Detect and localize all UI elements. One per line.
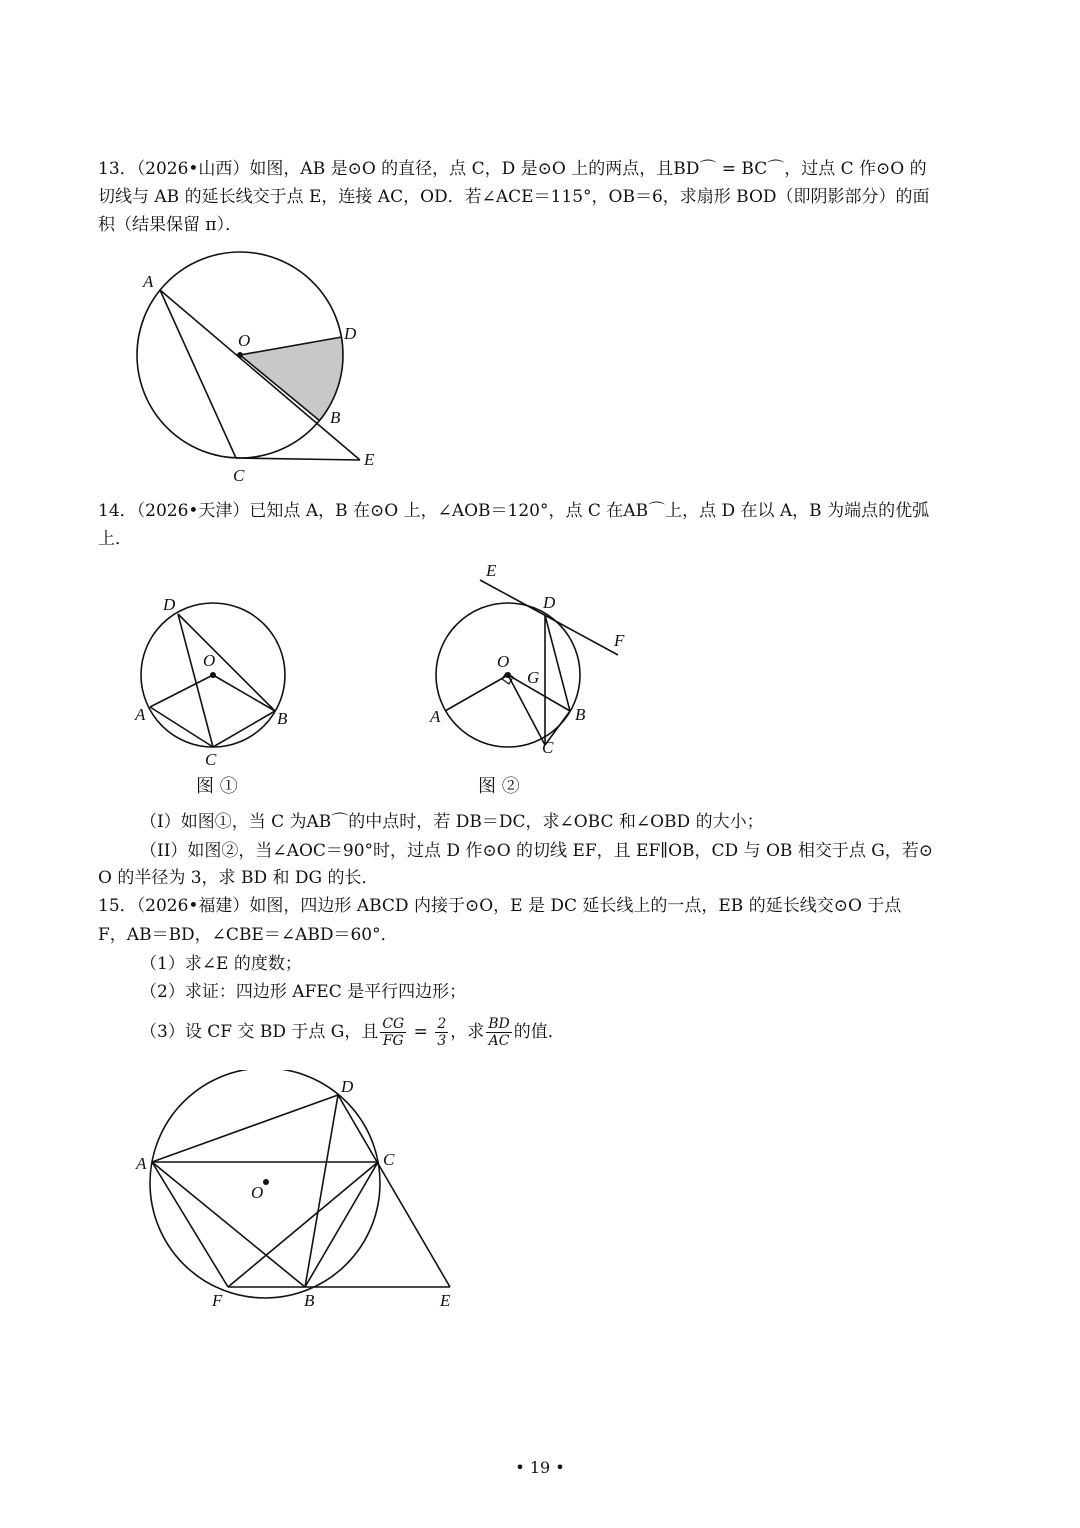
p14f1-label-o: O: [203, 651, 216, 670]
p15-label-e: E: [440, 1291, 451, 1310]
p14f2-label-b: B: [575, 705, 586, 724]
p14-caption2: 图 ②: [478, 776, 520, 797]
p15-q3-frac2-num: 2: [437, 1016, 447, 1032]
p14f1-line-bc: [213, 711, 275, 747]
p14-part1: （I）如图①，当 C 为AB⌒的中点时，若 DB＝DC，求∠OBC 和∠OBD 的大小；: [140, 812, 764, 832]
p14f2-label-c: C: [542, 738, 554, 757]
p15-line1: 15．（2026•福建）如图，四边形 ABCD 内接于⊙O，E 是 DC 延长线上的一点，EB 的延长线交⊙O 于点: [98, 896, 902, 916]
p14f1-label-b: B: [277, 709, 288, 728]
p13-label-a: A: [143, 272, 154, 291]
p15-label-o: O: [251, 1183, 264, 1202]
p13-line-ce: [236, 458, 360, 460]
p14f2-label-f: F: [614, 631, 625, 650]
p13-label-o: O: [238, 331, 251, 350]
p14f2-label-o: O: [497, 652, 510, 671]
p14f2-line-db: [545, 615, 570, 711]
p15-label-f: F: [212, 1291, 223, 1310]
p14f1-line-dc: [178, 614, 216, 747]
p14f2-center-dot: [505, 672, 511, 678]
p13-label-d: D: [344, 324, 357, 343]
p14-caption1: 图 ①: [196, 776, 238, 797]
p13-line1: 13．（2026•山西）如图，AB 是⊙O 的直径，点 C，D 是⊙O 上的两点，且BD⌒ = BC⌒，过点 C 作⊙O 的: [98, 159, 927, 179]
p14f1-line-db: [178, 614, 275, 711]
p15-label-c: C: [383, 1150, 395, 1169]
p15-q1: （1）求∠E 的度数；: [140, 954, 302, 974]
p13-figure: [120, 245, 400, 490]
p15-q3: [140, 1016, 1030, 1049]
p15-q3-text-a: （3）设 CF 交 BD 于点 G，且: [140, 1022, 379, 1042]
p15-line-cf: [228, 1162, 378, 1287]
p15-label-d: D: [341, 1077, 354, 1096]
p14f2-label-d: D: [543, 593, 556, 612]
p15-figure: [130, 1070, 470, 1315]
p14f2-line-ef: [480, 580, 618, 655]
p13-label-b: B: [330, 408, 341, 427]
p15-q3-eq: =: [408, 1022, 434, 1042]
p15-q3-frac2: [435, 1016, 448, 1049]
p13-label-e: E: [364, 450, 375, 469]
p14f1-label-a: A: [135, 705, 146, 724]
p14f1-center-dot: [210, 672, 216, 678]
p13-center-dot: [237, 352, 243, 358]
page-number: • 19 •: [515, 1458, 565, 1477]
p14-figure2: [420, 555, 640, 770]
p14-part2-line2: O 的半径为 3，求 BD 和 DG 的长．: [98, 868, 379, 888]
p15-label-b: B: [304, 1291, 315, 1310]
p14f1-label-c: C: [205, 750, 217, 769]
p15-q3-frac2-den: 3: [437, 1033, 447, 1049]
p15-q3-frac3-num: BD: [488, 1016, 510, 1032]
p15-q3-frac3-den: AC: [488, 1033, 510, 1049]
p15-line2: F，AB＝BD，∠CBE＝∠ABD＝60°．: [98, 925, 398, 945]
p15-q3-frac1: [380, 1016, 406, 1049]
p14f1-label-d: D: [163, 595, 176, 614]
p14f2-label-e: E: [486, 561, 497, 580]
p13-line2: 切线与 AB 的延长线交于点 E，连接 AC，OD．若∠ACE＝115°，OB＝6，求扇形 BOD（即阴影部分）的面: [98, 187, 930, 207]
p15-label-a: A: [136, 1154, 147, 1173]
p14-line1: 14．（2026•天津）已知点 A，B 在⊙O 上，∠AOB＝120°，点 C 在AB⌒上，点 D 在以 A，B 为端点的优弧: [98, 501, 930, 521]
p14-line2: 上．: [98, 529, 132, 549]
p15-line-af: [152, 1162, 228, 1287]
p14-figure1: [125, 590, 305, 770]
p14-part2-line1: （II）如图②，当∠AOC＝90°时，过点 D 作⊙O 的切线 EF，且 EF∥OB，CD 与 OB 相交于点 G，若⊙: [140, 841, 934, 861]
p14f1-line-oa: [150, 675, 213, 707]
p15-q3-frac3: [486, 1016, 512, 1049]
p13-line3: 积（结果保留 π）．: [98, 215, 243, 235]
p15-center-dot: [263, 1179, 269, 1185]
p15-q3-text-c: 的值．: [513, 1022, 565, 1042]
p15-line-ab: [152, 1162, 305, 1287]
p15-q2: （2）求证：四边形 AFEC 是平行四边形；: [140, 982, 467, 1002]
p15-q3-text-b: ，求: [450, 1022, 485, 1042]
p14f2-line-oa: [445, 675, 508, 711]
p14f2-label-g: G: [527, 668, 540, 687]
p15-q3-frac1-den: FG: [382, 1033, 404, 1049]
p14f2-label-a: A: [430, 707, 441, 726]
p13-label-c: C: [233, 466, 245, 485]
p15-q3-frac1-num: CG: [382, 1016, 405, 1032]
p15-line-de: [338, 1095, 450, 1287]
